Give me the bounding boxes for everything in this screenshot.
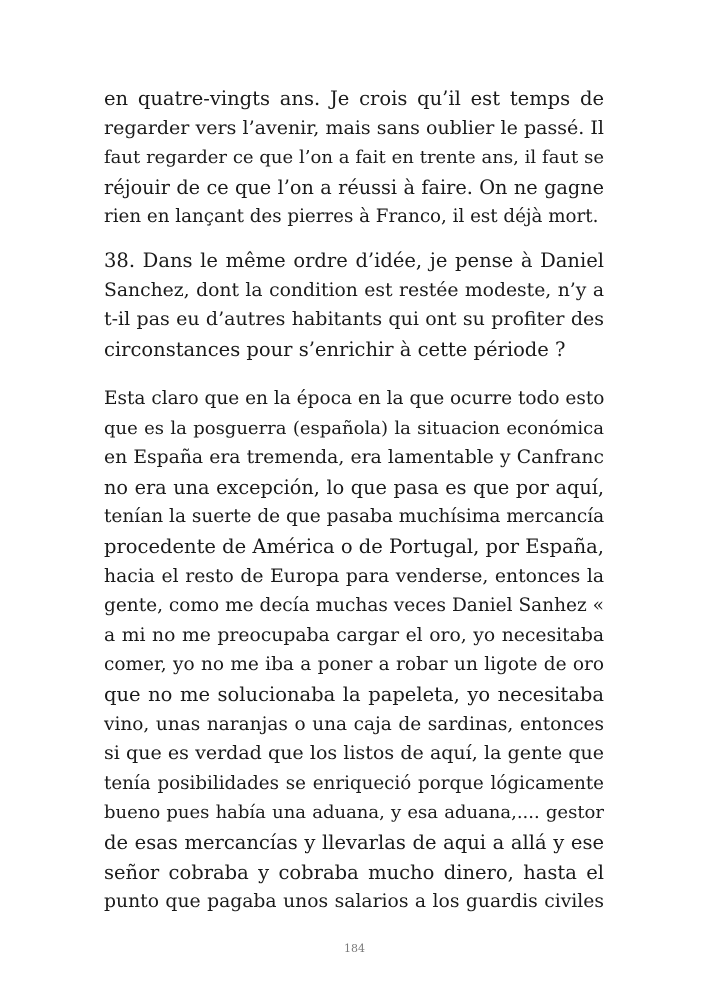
paragraph-french-reflection [104,84,604,232]
text-line: rien en lançant des pierres à Franco, il est déjà mort. [104,206,599,228]
text-line: comer, yo no me iba a poner a robar un ligote de oro [104,654,604,676]
text-line: t-il pas eu d’autres habitants qui ont su profiter des [104,308,604,331]
paragraph-question-38 [104,246,604,364]
text-line: señor cobraba y cobraba mucho dinero, hasta el [104,860,604,884]
text-line: que no me solucionaba la papeleta, yo necesitaba [104,682,604,706]
paragraph-spanish-answer [104,384,604,917]
text-line: Esta claro que en la época en la que ocurre todo esto [104,388,605,409]
text-line: faut regarder ce que l’on a fait en trente ans, il faut se [104,147,604,169]
text-line: si que es verdad que los listos de aquí, la gente que [104,742,604,765]
text-line: punto que pagaba unos salarios a los guardis civiles [104,891,604,913]
text-line: bueno pues había una aduana, y esa aduana,.... gestor [104,802,604,824]
text-line: tenían la suerte de que pasaba muchísima mercancía [104,506,605,528]
text-line: procedente de América o de Portugal, por España, [104,534,604,558]
text-line: vino, unas naranjas o una caja de sardinas, entonces [104,713,604,735]
text-line: réjouir de ce que l’on a réussi à faire. On ne gagne [104,175,604,199]
text-line: no era una excepción, lo que pasa es que por aquí, [104,475,604,499]
text-line: a mi no me preocupaba cargar el oro, yo necesitaba [104,624,604,646]
text-line: que es la posguerra (española) la situacion económica [104,417,604,439]
text-line: circonstances pour s’enrichir à cette période ? [104,337,566,361]
text-line: 38. Dans le même ordre d’idée, je pense à Daniel [104,249,604,272]
text-line: Sanchez, dont la condition est restée modeste, n’y a [104,279,604,301]
text-line: en España era tremenda, era lamentable y Canfranc [104,447,604,469]
text-line: en quatre-vingts ans. Je crois qu’il est temps de [104,87,604,110]
text-line: de esas mercancías y llevarlas de aqui a allá y ese [104,830,604,854]
text-line: regarder vers l’avenir, mais sans oublier le passé. Il [104,116,604,139]
page-number: 184 [344,942,365,955]
text-line: hacia el resto de Europa para venderse, entonces la [104,565,604,587]
text-line: gente, como me decía muchas veces Daniel Sanhez « [104,595,604,617]
text-line: tenía posibilidades se enriqueció porque lógicamente [104,772,604,794]
